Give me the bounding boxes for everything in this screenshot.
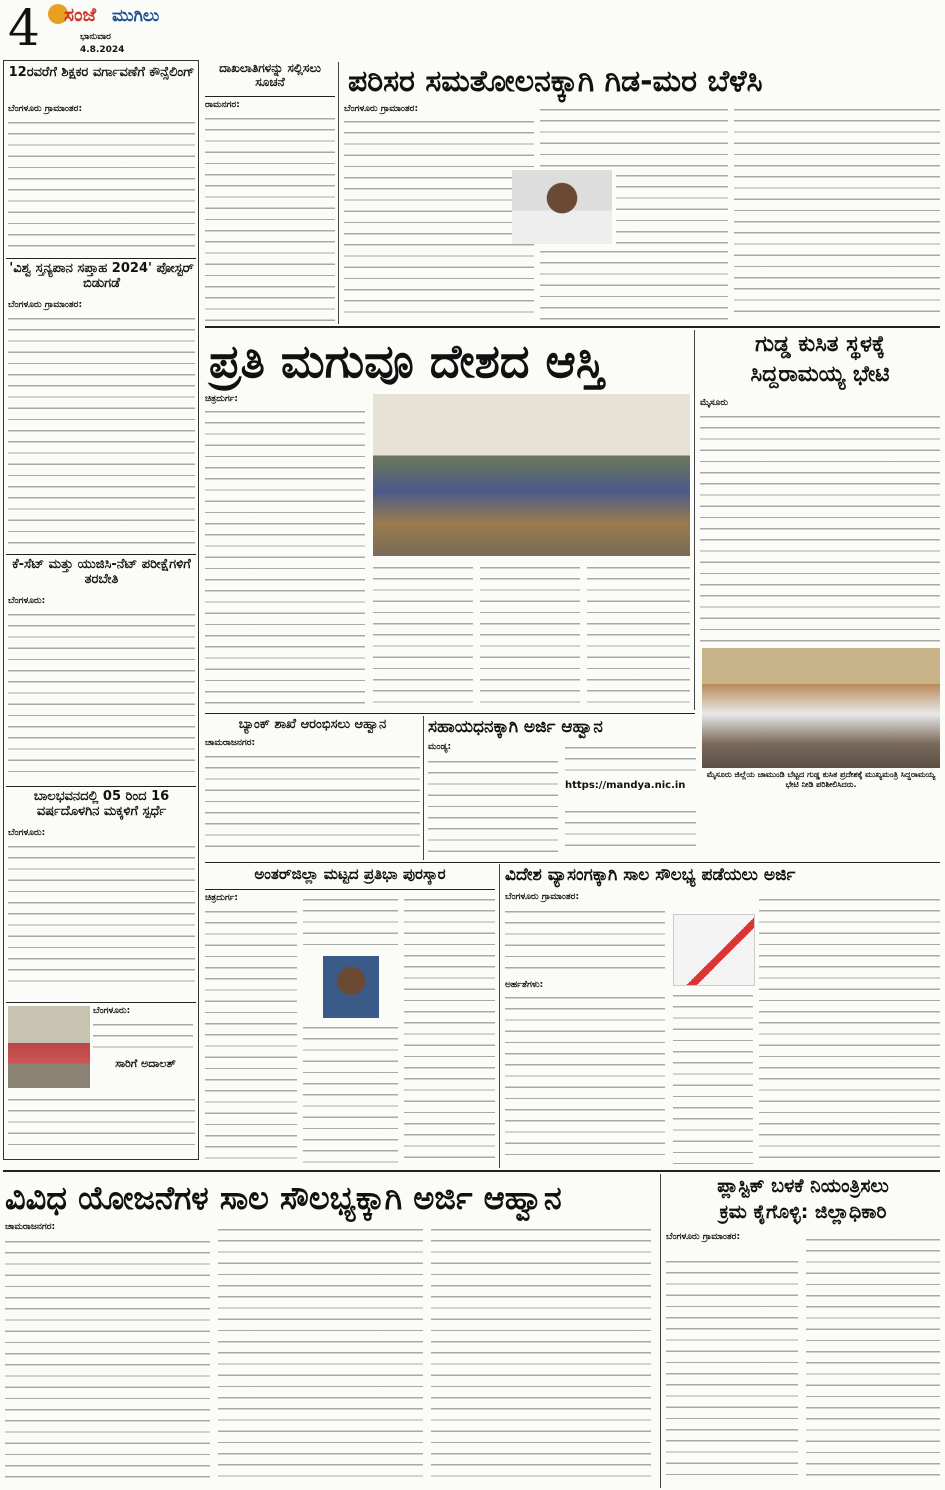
grant-url[interactable]: https://mandya.nic.in — [565, 780, 686, 791]
headline: ಕೆ-ಸೆಟ್ ಮತ್ತು ಯುಜಿಸಿ-ನೆಟ್ ಪರೀಕ್ಷೆಗಳಿಗೆ ತರಬೇತಿ — [12, 558, 191, 587]
article-body-col3 — [404, 894, 495, 1164]
dateline: ಬೆಂಗಳೂರು ಗ್ರಾಮಾಂತರ: — [666, 1232, 741, 1242]
masthead — [0, 0, 200, 60]
article-body-col2 — [540, 104, 728, 170]
article-body-col1a — [505, 906, 665, 976]
dateline: ಬೆಂಗಳೂರು: — [8, 596, 46, 606]
article-body-col2 — [806, 1234, 940, 1484]
left-story-2 — [8, 262, 195, 552]
left-story-5 — [8, 1006, 195, 1156]
plastic-control-story — [666, 1176, 940, 1486]
dateline: ಚಾಮರಾಜನಗರ: — [5, 1222, 56, 1232]
dateline: ಚಿತ್ರದುರ್ಗ: — [205, 893, 239, 903]
abroad-study-story — [505, 866, 940, 1166]
headline-line2: ಸಿದ್ದರಾಮಯ್ಯ ಭೇಟಿ — [750, 362, 890, 387]
article-body — [205, 751, 420, 851]
article-body-col2c — [540, 246, 728, 322]
loan-schemes-story — [5, 1176, 655, 1486]
page-number: 4 — [8, 2, 40, 54]
article-body-col1b — [505, 992, 665, 1164]
eligibility-subhead: ಅರ್ಹತೆಗಳು: — [505, 980, 544, 990]
article-body-col2 — [218, 1224, 423, 1484]
article-body-col1 — [5, 1236, 210, 1484]
notice-story — [205, 62, 335, 322]
article-body-col1 — [344, 116, 534, 322]
article-body-col2b — [565, 806, 696, 856]
cm-visit-caption: ಮೈಸೂರು ಜಿಲ್ಲೆಯ ಚಾಮುಂಡಿ ಬೆಟ್ಟದ ಗುಡ್ಡ ಕುಸಿತ ಪ್ರದೇಶಕ್ಕೆ ಮುಖ್ಯಮಂತ್ರಿ ಸಿದ್ದರಾಮಯ್ಯ ಭೇಟಿ ನೀಡಿ ಪರಿಶೀಲಿಸಿದರು. — [706, 770, 936, 789]
dateline: ರಾಮನಗರ: — [205, 100, 240, 110]
talent-award-story — [205, 866, 495, 1166]
article-body-col3 — [480, 562, 580, 710]
article-body-col1 — [428, 756, 558, 856]
paper-name-mugilu: ಮುಗಿಲು — [112, 6, 160, 26]
article-body-col1 — [205, 406, 365, 710]
headline: ಸಾರಿಗೆ ಅದಾಲತ್ — [115, 1057, 176, 1070]
headline-line1: ಗುಡ್ಡ ಕುಸಿತ ಸ್ಥಳಕ್ಕೆ — [755, 332, 885, 357]
left-story-1 — [8, 66, 195, 256]
headline: ವಿದೇಶ ವ್ಯಾಸಂಗಕ್ಕಾಗಿ ಸಾಲ ಸೌಲಭ್ಯ ಪಡೆಯಲು ಅರ್ಜಿ — [505, 866, 796, 885]
article-body — [8, 1094, 195, 1154]
headline: 12ರವರೆಗೆ ಶಿಕ್ಷಕರ ವರ್ಗಾವಣೆಗೆ ಕೌನ್ಸೆಲಿಂಗ್ — [8, 66, 195, 80]
article-body-col2a — [565, 742, 696, 778]
headline: ದಾಖಲಾತಿಗಳನ್ನು ಸಲ್ಲಿಸಲು ಸೂಚನೆ — [219, 62, 321, 89]
article-body — [205, 113, 335, 322]
headline: ಬಾಲಭವನದಲ್ಲಿ 05 ರಿಂದ 16 ವರ್ಷದೊಳಗಿನ ಮಕ್ಕಳಿಗೆ ಸ್ಪರ್ಧೆ — [33, 790, 170, 819]
person-photo — [512, 170, 612, 244]
article-body — [8, 117, 195, 255]
headline-line1: ಪ್ಲಾಸ್ಟಿಕ್ ಬಳಕೆ ನಿಯಂತ್ರಿಸಲು — [717, 1176, 889, 1197]
main-story — [205, 332, 690, 710]
children-classroom-photo — [373, 394, 690, 556]
article-body — [700, 411, 940, 651]
headline: ಅಂತರ್‌ಜಿಲ್ಲಾ ಮಟ್ಟದ ಪ್ರತಿಭಾ ಪುರಸ್ಕಾರ — [254, 866, 446, 883]
awardee-photo — [323, 956, 379, 1018]
article-body-col2 — [373, 562, 473, 710]
dateline: ಬೆಂಗಳೂರು ಗ್ರಾಮಾಂತರ: — [8, 104, 83, 114]
bus-photo — [8, 1006, 90, 1088]
headline-line2: ಕ್ರಮ ಕೈಗೊಳ್ಳಿ: ಜಿಲ್ಲಾಧಿಕಾರಿ — [719, 1201, 887, 1223]
article-body-col1 — [205, 906, 297, 1164]
weekday: ಭಾನುವಾರ — [80, 32, 111, 42]
paper-name-sanje: ಸಂಜೆ — [64, 4, 97, 26]
dateline: ಬೆಂಗಳೂರು: — [93, 1006, 131, 1016]
article-body-col3 — [759, 894, 940, 1164]
dateline: ಬೆಂಗಳೂರು ಗ್ರಾಮಾಂತರ: — [344, 104, 419, 114]
cm-visit-photo — [702, 648, 940, 768]
article-body-col2b — [616, 170, 728, 244]
article-body-top — [93, 1019, 193, 1055]
article-body-col2a — [303, 894, 398, 954]
article-body-col3 — [734, 104, 940, 322]
article-body-col2b — [303, 1022, 398, 1164]
dateline: ಬೆಂಗಳೂರು ಗ್ರಾಮಾಂತರ: — [8, 300, 83, 310]
top-story — [344, 62, 940, 324]
article-body — [8, 313, 195, 549]
headline: ಬ್ಯಾಂಕ್ ಶಾಖೆ ಆರಂಭಿಸಲು ಆಹ್ವಾನ — [238, 718, 387, 732]
article-body-col1 — [666, 1256, 798, 1484]
dateline: ಚಾಮರಾಜನಗರ: — [205, 738, 256, 748]
article-body — [8, 841, 195, 991]
dateline: ಮಂಡ್ಯ: — [428, 742, 452, 752]
headline: ಸಹಾಯಧನಕ್ಕಾಗಿ ಅರ್ಜಿ ಆಹ್ವಾನ — [428, 718, 603, 737]
pen-writing-photo — [673, 914, 755, 986]
headline: ಪರಿಸರ ಸಮತೋಲನಕ್ಕಾಗಿ ಗಿಡ-ಮರ ಬೆಳೆಸಿ — [348, 64, 763, 99]
dateline: ಬೆಂಗಳೂರು ಗ್ರಾಮಾಂತರ: — [505, 892, 580, 902]
dateline: ಚಿತ್ರದುರ್ಗ: — [205, 394, 239, 404]
issue-date: 4.8.2024 — [80, 45, 125, 55]
bank-story — [205, 718, 420, 858]
dateline: ಬೆಂಗಳೂರು: — [8, 828, 46, 838]
left-story-4 — [8, 790, 195, 1000]
dateline: ಮೈಸೂರು — [700, 398, 728, 408]
article-body — [8, 609, 195, 781]
article-body-col4 — [587, 562, 690, 710]
grant-story — [428, 718, 696, 858]
headline: 'ವಿಶ್ವ ಸ್ತನ್ಯಪಾನ ಸಪ್ತಾಹ 2024' ಪೋಸ್ಟರ್ ಬಿಡುಗಡೆ — [9, 262, 194, 291]
article-body-col2b — [673, 990, 753, 1164]
headline: ಪ್ರತಿ ಮಗುವೂ ದೇಶದ ಆಸ್ತಿ — [209, 334, 605, 388]
left-story-3 — [8, 558, 195, 784]
article-body-col3 — [431, 1224, 651, 1484]
headline: ವಿವಿಧ ಯೋಜನೆಗಳ ಸಾಲ ಸೌಲಭ್ಯಕ್ಕಾಗಿ ಅರ್ಜಿ ಆಹ್ವಾನ — [5, 1179, 562, 1217]
